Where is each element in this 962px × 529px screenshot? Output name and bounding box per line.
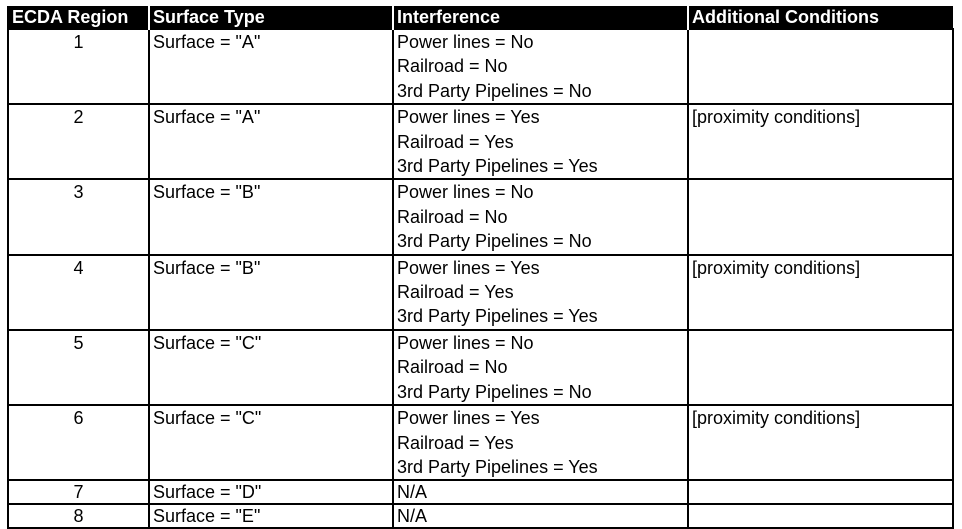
interference-line: 3rd Party Pipelines = No [397,381,592,402]
surface-type-cell: Surface = "B" [149,255,393,330]
table-row [8,480,953,504]
table-row [8,255,953,330]
ecda-region-table [7,6,954,529]
ecda-region-cell: 8 [8,504,149,528]
interference-line: Railroad = No [397,357,508,378]
interference-cell [393,29,688,104]
additional-conditions-cell: [proximity conditions] [688,405,953,480]
table-row [8,104,953,179]
interference-cell [393,179,688,254]
interference-line: 3rd Party Pipelines = No [397,231,592,252]
ecda-region-cell: 4 [8,255,149,330]
interference-line: 3rd Party Pipelines = Yes [397,456,598,477]
additional-conditions-cell [688,330,953,405]
table-row [8,330,953,405]
interference-cell [393,255,688,330]
interference-cell [393,405,688,480]
header-interference: Interference [393,6,688,29]
surface-type-cell: Surface = "A" [149,29,393,104]
additional-conditions-cell: [proximity conditions] [688,255,953,330]
ecda-region-cell: 6 [8,405,149,480]
surface-type-cell: Surface = "A" [149,104,393,179]
ecda-region-cell: 1 [8,29,149,104]
interference-line: Power lines = No [397,32,534,52]
header-surface-type: Surface Type [149,6,393,29]
additional-conditions-cell [688,504,953,528]
additional-conditions-cell [688,29,953,104]
table-body [8,29,953,528]
header-ecda-region: ECDA Region [8,6,149,29]
ecda-region-cell: 7 [8,480,149,504]
header-additional-conditions: Additional Conditions [688,6,953,29]
interference-cell [393,480,688,504]
interference-line: Power lines = No [397,182,534,203]
table-row [8,504,953,528]
interference-line: Railroad = No [397,56,508,77]
interference-line: 3rd Party Pipelines = Yes [397,156,598,177]
surface-type-cell: Surface = "E" [149,504,393,528]
table-row [8,405,953,480]
interference-line: Railroad = Yes [397,282,514,303]
ecda-region-cell: 2 [8,104,149,179]
table-row [8,179,953,254]
interference-line: N/A [397,482,428,503]
interference-cell [393,104,688,179]
interference-line: 3rd Party Pipelines = Yes [397,306,598,327]
additional-conditions-cell: [proximity conditions] [688,104,953,179]
ecda-region-cell: 5 [8,330,149,405]
interference-line: Railroad = Yes [397,131,514,152]
additional-conditions-cell [688,179,953,254]
interference-line: Power lines = Yes [397,107,540,128]
surface-type-cell: Surface = "D" [149,480,393,504]
interference-line: Power lines = Yes [397,257,540,278]
surface-type-cell: Surface = "C" [149,330,393,405]
additional-conditions-cell [688,480,953,504]
interference-line: 3rd Party Pipelines = No [397,80,592,101]
interference-cell [393,504,688,528]
interference-line: Railroad = Yes [397,432,514,453]
interference-cell [393,330,688,405]
ecda-region-cell: 3 [8,179,149,254]
table-row [8,29,953,104]
interference-line: Railroad = No [397,206,508,227]
surface-type-cell: Surface = "C" [149,405,393,480]
header-row [8,6,953,29]
surface-type-cell: Surface = "B" [149,179,393,254]
interference-line: N/A [397,506,428,527]
interference-line: Power lines = Yes [397,408,540,429]
interference-line: Power lines = No [397,332,534,353]
